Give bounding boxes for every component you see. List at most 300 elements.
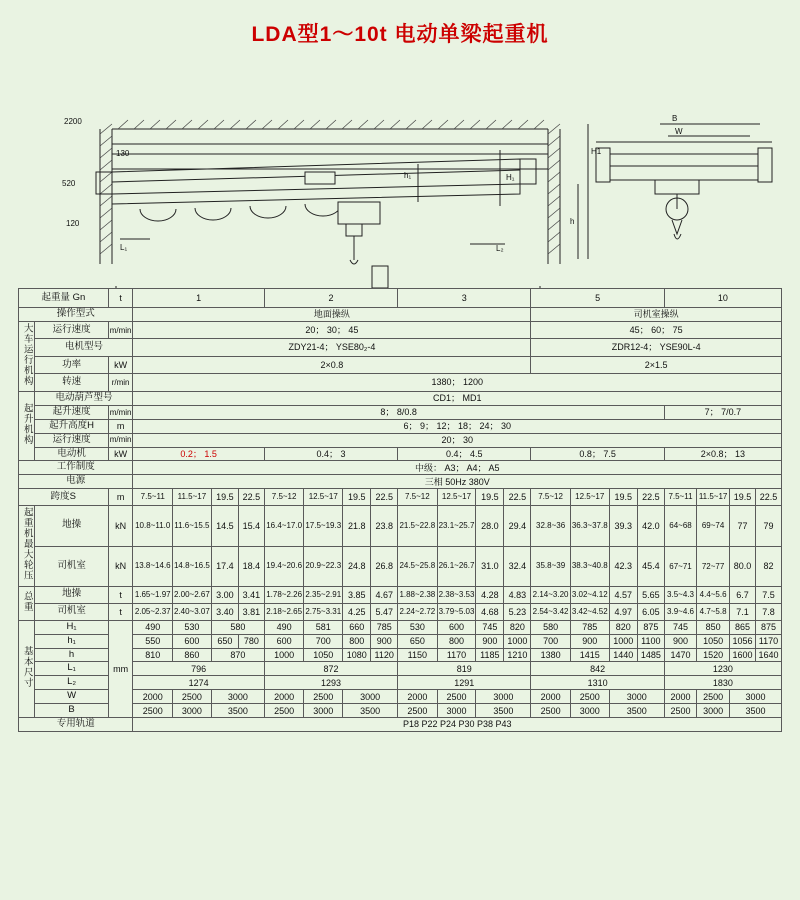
H1-0: 490 bbox=[133, 620, 172, 634]
B-2: 3500 bbox=[211, 704, 264, 718]
span-unit: m bbox=[108, 489, 133, 506]
twc-16: 3.9~4.6 bbox=[664, 603, 696, 620]
B-7: 3000 bbox=[437, 704, 476, 718]
hoist-motor-2: 0.4； 3 bbox=[264, 447, 397, 461]
W-9: 2000 bbox=[531, 690, 570, 704]
motor-model-ground: ZDY21-4； YSE80₂-4 bbox=[133, 339, 531, 356]
row-lift-speed bbox=[19, 405, 782, 419]
h-17: 1600 bbox=[730, 648, 756, 662]
wlc-3: 18.4 bbox=[238, 546, 264, 586]
H1-5: 660 bbox=[343, 620, 371, 634]
control-type-ground: 地面操纵 bbox=[133, 308, 531, 322]
H1-8: 600 bbox=[437, 620, 476, 634]
svg-text:L₁: L₁ bbox=[120, 243, 128, 252]
h1-0: 550 bbox=[133, 634, 172, 648]
page-title: LDA型1～10t 电动单梁起重机 bbox=[251, 23, 549, 46]
twc-1: 2.40~3.07 bbox=[172, 603, 211, 620]
span-v2: 19.5 bbox=[211, 489, 238, 506]
row-power-supply bbox=[19, 475, 782, 489]
L2-1: 1293 bbox=[264, 676, 397, 690]
twc-11: 5.23 bbox=[504, 603, 531, 620]
L1-2: 819 bbox=[398, 662, 531, 676]
B-11: 3500 bbox=[609, 704, 664, 718]
wlg-13: 36.3~37.8 bbox=[570, 506, 609, 546]
twg-6: 3.85 bbox=[343, 586, 371, 603]
h-5: 1080 bbox=[343, 648, 371, 662]
W-0: 2000 bbox=[133, 690, 172, 704]
row-total-weight-cab bbox=[19, 603, 782, 620]
power-cab: 2×1.5 bbox=[531, 356, 782, 373]
row-H1 bbox=[19, 620, 782, 634]
twc-2: 3.40 bbox=[211, 603, 238, 620]
h1-1: 600 bbox=[172, 634, 211, 648]
span-v12: 7.5~12 bbox=[531, 489, 570, 506]
W-label: W bbox=[35, 690, 108, 704]
lift-speed-unit: m/min bbox=[108, 405, 133, 419]
h-3: 1000 bbox=[264, 648, 303, 662]
trolley-group-label: 大车运行机构 bbox=[19, 321, 35, 391]
svg-text:L₂: L₂ bbox=[496, 244, 504, 253]
span-v7: 22.5 bbox=[371, 489, 398, 506]
h1-6: 800 bbox=[343, 634, 371, 648]
twg-10: 4.28 bbox=[476, 586, 504, 603]
H1-10: 820 bbox=[504, 620, 531, 634]
B-13: 3000 bbox=[697, 704, 730, 718]
W-2: 3000 bbox=[211, 690, 264, 704]
wlc-4: 19.4~20.6 bbox=[264, 546, 303, 586]
row-L1 bbox=[19, 662, 782, 676]
wlg-9: 23.1~25.7 bbox=[437, 506, 476, 546]
L2-2: 1291 bbox=[398, 676, 531, 690]
wlg-15: 42.0 bbox=[637, 506, 664, 546]
hoist-travel-value: 20； 30 bbox=[133, 433, 782, 447]
B-8: 3500 bbox=[476, 704, 531, 718]
span-v19: 22.5 bbox=[755, 489, 781, 506]
control-type-cab: 司机室操纵 bbox=[531, 308, 782, 322]
power-label: 功率 bbox=[35, 356, 108, 373]
wlg-6: 21.8 bbox=[343, 506, 371, 546]
wlc-5: 20.9~22.3 bbox=[304, 546, 343, 586]
wlg-16: 64~68 bbox=[664, 506, 696, 546]
B-9: 2500 bbox=[531, 704, 570, 718]
total-weight-cab-label: 司机室 bbox=[35, 603, 108, 620]
twc-18: 7.1 bbox=[730, 603, 756, 620]
total-weight-unit-2: t bbox=[108, 603, 133, 620]
wlc-14: 42.3 bbox=[609, 546, 637, 586]
row-motor-speed bbox=[19, 374, 782, 392]
power-unit: kW bbox=[108, 356, 133, 373]
span-v18: 19.5 bbox=[730, 489, 756, 506]
h1-13: 900 bbox=[570, 634, 609, 648]
span-v1: 11.5~17 bbox=[172, 489, 211, 506]
W-14: 3000 bbox=[730, 690, 782, 704]
capacity-2: 2 bbox=[264, 289, 397, 308]
wlg-1: 11.6~15.5 bbox=[172, 506, 211, 546]
twg-7: 4.67 bbox=[371, 586, 398, 603]
capacity-10: 10 bbox=[664, 289, 781, 308]
B-12: 2500 bbox=[664, 704, 696, 718]
svg-text:h₁: h₁ bbox=[404, 171, 412, 180]
wlc-8: 24.5~25.8 bbox=[398, 546, 437, 586]
wlg-8: 21.5~22.8 bbox=[398, 506, 437, 546]
wheel-load-ground-label: 地操 bbox=[35, 506, 108, 546]
wlg-11: 29.4 bbox=[504, 506, 531, 546]
row-h bbox=[19, 648, 782, 662]
h-2: 870 bbox=[211, 648, 264, 662]
travel-speed-ground: 20； 30； 45 bbox=[133, 321, 531, 338]
lift-speed-label: 起升速度 bbox=[35, 405, 108, 419]
lift-speed-a: 8； 8/0.8 bbox=[133, 405, 664, 419]
row-hoist-travel bbox=[19, 433, 782, 447]
h1-11: 1000 bbox=[504, 634, 531, 648]
hoist-motor-10: 2×0.8； 13 bbox=[664, 447, 781, 461]
twg-8: 1.88~2.38 bbox=[398, 586, 437, 603]
span-v11: 22.5 bbox=[504, 489, 531, 506]
row-motor-model bbox=[19, 339, 782, 356]
W-5: 3000 bbox=[343, 690, 398, 704]
h1-19: 1170 bbox=[755, 634, 781, 648]
L2-4: 1830 bbox=[664, 676, 781, 690]
spec-table-wrap bbox=[18, 288, 782, 732]
lift-height-label: 起升高度H bbox=[35, 419, 108, 433]
wheel-load-group-label: 起重机最大轮压 bbox=[19, 506, 35, 586]
span-v15: 22.5 bbox=[637, 489, 664, 506]
h1-9: 800 bbox=[437, 634, 476, 648]
travel-speed-cab: 45； 60； 75 bbox=[531, 321, 782, 338]
twg-9: 2.38~3.53 bbox=[437, 586, 476, 603]
W-10: 2500 bbox=[570, 690, 609, 704]
L1-3: 842 bbox=[531, 662, 665, 676]
W-7: 2500 bbox=[437, 690, 476, 704]
wlc-13: 38.3~40.8 bbox=[570, 546, 609, 586]
wlc-16: 67~71 bbox=[664, 546, 696, 586]
span-v8: 7.5~12 bbox=[398, 489, 437, 506]
h1-5: 700 bbox=[304, 634, 343, 648]
hoist-model-label: 电动葫芦型号 bbox=[35, 391, 133, 405]
twc-8: 2.24~2.72 bbox=[398, 603, 437, 620]
wlc-7: 26.8 bbox=[371, 546, 398, 586]
wlg-14: 39.3 bbox=[609, 506, 637, 546]
span-v3: 22.5 bbox=[238, 489, 264, 506]
B-5: 3500 bbox=[343, 704, 398, 718]
speed-label: 转速 bbox=[35, 374, 108, 392]
twc-7: 5.47 bbox=[371, 603, 398, 620]
wheel-load-unit-1: kN bbox=[108, 506, 133, 546]
row-L2 bbox=[19, 676, 782, 690]
H1-label: H₁ bbox=[35, 620, 108, 634]
twc-0: 2.05~2.37 bbox=[133, 603, 172, 620]
h-18: 1640 bbox=[755, 648, 781, 662]
twg-15: 5.65 bbox=[637, 586, 664, 603]
hoist-motor-unit: kW bbox=[108, 447, 133, 461]
wlg-12: 32.8~36 bbox=[531, 506, 570, 546]
row-wheel-load-cab bbox=[19, 546, 782, 586]
row-rail bbox=[19, 718, 782, 732]
B-label: B bbox=[35, 704, 108, 718]
hoist-motor-label: 电动机 bbox=[35, 447, 108, 461]
H1-17: 865 bbox=[730, 620, 756, 634]
h1-18: 1056 bbox=[730, 634, 756, 648]
wlg-2: 14.5 bbox=[211, 506, 238, 546]
h1-17: 1050 bbox=[697, 634, 730, 648]
W-11: 3000 bbox=[609, 690, 664, 704]
row-lift-height bbox=[19, 419, 782, 433]
wlg-18: 77 bbox=[730, 506, 756, 546]
twc-17: 4.7~5.8 bbox=[697, 603, 730, 620]
svg-text:H1: H1 bbox=[591, 147, 602, 156]
twg-5: 2.35~2.91 bbox=[304, 586, 343, 603]
wlc-1: 14.8~16.5 bbox=[172, 546, 211, 586]
B-1: 3000 bbox=[172, 704, 211, 718]
h-label: h bbox=[35, 648, 108, 662]
row-capacity bbox=[19, 289, 782, 308]
row-control-type bbox=[19, 308, 782, 322]
H1-4: 581 bbox=[304, 620, 343, 634]
twc-6: 4.25 bbox=[343, 603, 371, 620]
W-8: 3000 bbox=[476, 690, 531, 704]
lift-height-unit: m bbox=[108, 419, 133, 433]
B-14: 3500 bbox=[730, 704, 782, 718]
twg-18: 6.7 bbox=[730, 586, 756, 603]
h-11: 1380 bbox=[531, 648, 570, 662]
hoist-motor-1: 0.2； 1.5 bbox=[133, 447, 264, 461]
h1-3: 780 bbox=[238, 634, 264, 648]
H1-12: 785 bbox=[570, 620, 609, 634]
total-weight-unit-1: t bbox=[108, 586, 133, 603]
twc-19: 7.8 bbox=[755, 603, 781, 620]
L2-label: L₂ bbox=[35, 676, 108, 690]
duty-value: 中级： A3； A4； A5 bbox=[133, 461, 782, 475]
B-0: 2500 bbox=[133, 704, 172, 718]
twc-4: 2.18~2.65 bbox=[264, 603, 303, 620]
svg-text:2200: 2200 bbox=[64, 117, 82, 126]
wlg-10: 28.0 bbox=[476, 506, 504, 546]
wlg-3: 15.4 bbox=[238, 506, 264, 546]
span-v5: 12.5~17 bbox=[304, 489, 343, 506]
wlc-12: 35.8~39 bbox=[531, 546, 570, 586]
svg-text:W: W bbox=[675, 127, 683, 136]
row-span bbox=[19, 489, 782, 506]
H1-1: 530 bbox=[172, 620, 211, 634]
H1-9: 745 bbox=[476, 620, 504, 634]
svg-text:h: h bbox=[570, 217, 575, 226]
W-6: 2000 bbox=[398, 690, 437, 704]
H1-13: 820 bbox=[609, 620, 637, 634]
twg-16: 3.5~4.3 bbox=[664, 586, 696, 603]
h1-10: 900 bbox=[476, 634, 504, 648]
h1-8: 650 bbox=[398, 634, 437, 648]
capacity-3: 3 bbox=[398, 289, 531, 308]
wlc-9: 26.1~26.7 bbox=[437, 546, 476, 586]
twg-4: 1.78~2.26 bbox=[264, 586, 303, 603]
row-motor-power bbox=[19, 356, 782, 373]
h-16: 1520 bbox=[697, 648, 730, 662]
h1-16: 900 bbox=[664, 634, 696, 648]
dimension-unit: mm bbox=[108, 620, 133, 717]
svg-text:B: B bbox=[672, 114, 678, 123]
span-v16: 7.5~11 bbox=[664, 489, 696, 506]
power-supply-value: 三相 50Hz 380V bbox=[133, 475, 782, 489]
B-3: 2500 bbox=[264, 704, 303, 718]
h1-12: 700 bbox=[531, 634, 570, 648]
rail-label: 专用轨道 bbox=[19, 718, 133, 732]
capacity-5: 5 bbox=[531, 289, 665, 308]
wlc-10: 31.0 bbox=[476, 546, 504, 586]
h1-15: 1100 bbox=[637, 634, 664, 648]
W-1: 2500 bbox=[172, 690, 211, 704]
total-weight-group-label: 总重 bbox=[19, 586, 35, 620]
W-3: 2000 bbox=[264, 690, 303, 704]
spec-table bbox=[18, 288, 782, 732]
row-total-weight-ground bbox=[19, 586, 782, 603]
wlc-0: 13.8~14.6 bbox=[133, 546, 172, 586]
span-v17: 11.5~17 bbox=[697, 489, 730, 506]
H1-7: 530 bbox=[398, 620, 437, 634]
hoist-model-value: CD1； MD1 bbox=[133, 391, 782, 405]
row-hoist-motor bbox=[19, 447, 782, 461]
span-v4: 7.5~12 bbox=[264, 489, 303, 506]
wlg-0: 10.8~11.0 bbox=[133, 506, 172, 546]
hoist-travel-label: 运行速度 bbox=[35, 433, 108, 447]
control-type-label: 操作型式 bbox=[19, 308, 133, 322]
twg-1: 2.00~2.67 bbox=[172, 586, 211, 603]
twc-9: 3.79~5.03 bbox=[437, 603, 476, 620]
speed-value: 1380； 1200 bbox=[133, 374, 782, 392]
svg-text:H₁: H₁ bbox=[506, 173, 515, 182]
h-6: 1120 bbox=[371, 648, 398, 662]
twc-10: 4.68 bbox=[476, 603, 504, 620]
twc-13: 3.42~4.52 bbox=[570, 603, 609, 620]
power-supply-label: 电源 bbox=[19, 475, 133, 489]
total-weight-ground-label: 地操 bbox=[35, 586, 108, 603]
row-B bbox=[19, 704, 782, 718]
twg-19: 7.5 bbox=[755, 586, 781, 603]
technical-drawing bbox=[0, 54, 800, 269]
twg-0: 1.65~1.97 bbox=[133, 586, 172, 603]
B-4: 3000 bbox=[304, 704, 343, 718]
speed-unit: r/min bbox=[108, 374, 133, 392]
h-7: 1150 bbox=[398, 648, 437, 662]
hoist-motor-5: 0.8； 7.5 bbox=[531, 447, 665, 461]
rail-value: P18 P22 P24 P30 P38 P43 bbox=[133, 718, 782, 732]
h-12: 1415 bbox=[570, 648, 609, 662]
capacity-1: 1 bbox=[133, 289, 264, 308]
twc-14: 4.97 bbox=[609, 603, 637, 620]
row-wheel-load-ground bbox=[19, 506, 782, 546]
h1-14: 1000 bbox=[609, 634, 637, 648]
svg-text:130: 130 bbox=[116, 149, 130, 158]
H1-14: 875 bbox=[637, 620, 664, 634]
twg-12: 2.14~3.20 bbox=[531, 586, 570, 603]
h1-4: 600 bbox=[264, 634, 303, 648]
H1-18: 875 bbox=[755, 620, 781, 634]
H1-2: 580 bbox=[211, 620, 264, 634]
h1-label: h₁ bbox=[35, 634, 108, 648]
capacity-label: 起重量 Gn bbox=[19, 289, 109, 308]
wlc-18: 80.0 bbox=[730, 546, 756, 586]
twc-5: 2.75~3.31 bbox=[304, 603, 343, 620]
travel-speed-label: 运行速度 bbox=[35, 321, 108, 338]
wlc-6: 24.8 bbox=[343, 546, 371, 586]
H1-11: 580 bbox=[531, 620, 570, 634]
wlg-17: 69~74 bbox=[697, 506, 730, 546]
twg-2: 3.00 bbox=[211, 586, 238, 603]
row-hoist-model bbox=[19, 391, 782, 405]
twg-3: 3.41 bbox=[238, 586, 264, 603]
hoist-travel-unit: m/min bbox=[108, 433, 133, 447]
L1-label: L₁ bbox=[35, 662, 108, 676]
h-0: 810 bbox=[133, 648, 172, 662]
wlc-17: 72~77 bbox=[697, 546, 730, 586]
B-6: 2500 bbox=[398, 704, 437, 718]
span-v14: 19.5 bbox=[609, 489, 637, 506]
wlc-2: 17.4 bbox=[211, 546, 238, 586]
H1-3: 490 bbox=[264, 620, 303, 634]
hoist-motor-3: 0.4； 4.5 bbox=[398, 447, 531, 461]
twg-14: 4.57 bbox=[609, 586, 637, 603]
hoist-group-label: 起升机构 bbox=[19, 391, 35, 461]
travel-speed-unit: m/min bbox=[108, 321, 133, 338]
wlg-4: 16.4~17.0 bbox=[264, 506, 303, 546]
wlc-15: 45.4 bbox=[637, 546, 664, 586]
row-W bbox=[19, 690, 782, 704]
row-travel-speed bbox=[19, 321, 782, 338]
H1-6: 785 bbox=[371, 620, 398, 634]
dimension-group-label: 基本尺寸 bbox=[19, 620, 35, 717]
twg-17: 4.4~5.6 bbox=[697, 586, 730, 603]
span-v13: 12.5~17 bbox=[570, 489, 609, 506]
span-label: 跨度S bbox=[19, 489, 109, 506]
H1-16: 850 bbox=[697, 620, 730, 634]
h-1: 860 bbox=[172, 648, 211, 662]
L2-3: 1310 bbox=[531, 676, 665, 690]
capacity-unit: t bbox=[108, 289, 133, 308]
lift-height-value: 6； 9； 12； 18； 24； 30 bbox=[133, 419, 782, 433]
h-4: 1050 bbox=[304, 648, 343, 662]
row-h1 bbox=[19, 634, 782, 648]
drawing-svg bbox=[0, 54, 800, 269]
row-duty bbox=[19, 461, 782, 475]
span-v0: 7.5~11 bbox=[133, 489, 172, 506]
h1-7: 900 bbox=[371, 634, 398, 648]
twg-11: 4.83 bbox=[504, 586, 531, 603]
H1-15: 745 bbox=[664, 620, 696, 634]
span-v9: 12.5~17 bbox=[437, 489, 476, 506]
h-10: 1210 bbox=[504, 648, 531, 662]
L2-0: 1274 bbox=[133, 676, 264, 690]
wheel-load-unit-2: kN bbox=[108, 546, 133, 586]
L1-4: 1230 bbox=[664, 662, 781, 676]
h1-2: 650 bbox=[211, 634, 238, 648]
twc-12: 2.54~3.42 bbox=[531, 603, 570, 620]
h-15: 1470 bbox=[664, 648, 696, 662]
lift-speed-b: 7； 7/0.7 bbox=[664, 405, 781, 419]
wlg-5: 17.5~19.3 bbox=[304, 506, 343, 546]
motor-model-cab: ZDR12-4； YSE90L-4 bbox=[531, 339, 782, 356]
wlc-11: 32.4 bbox=[504, 546, 531, 586]
wheel-load-cab-label: 司机室 bbox=[35, 546, 108, 586]
svg-text:520: 520 bbox=[62, 179, 76, 188]
L1-0: 796 bbox=[133, 662, 264, 676]
wlg-19: 79 bbox=[755, 506, 781, 546]
h-14: 1485 bbox=[637, 648, 664, 662]
W-4: 2500 bbox=[304, 690, 343, 704]
power-ground: 2×0.8 bbox=[133, 356, 531, 373]
motor-model-label: 电机型号 bbox=[35, 339, 133, 356]
h-13: 1440 bbox=[609, 648, 637, 662]
W-13: 2500 bbox=[697, 690, 730, 704]
h-8: 1170 bbox=[437, 648, 476, 662]
